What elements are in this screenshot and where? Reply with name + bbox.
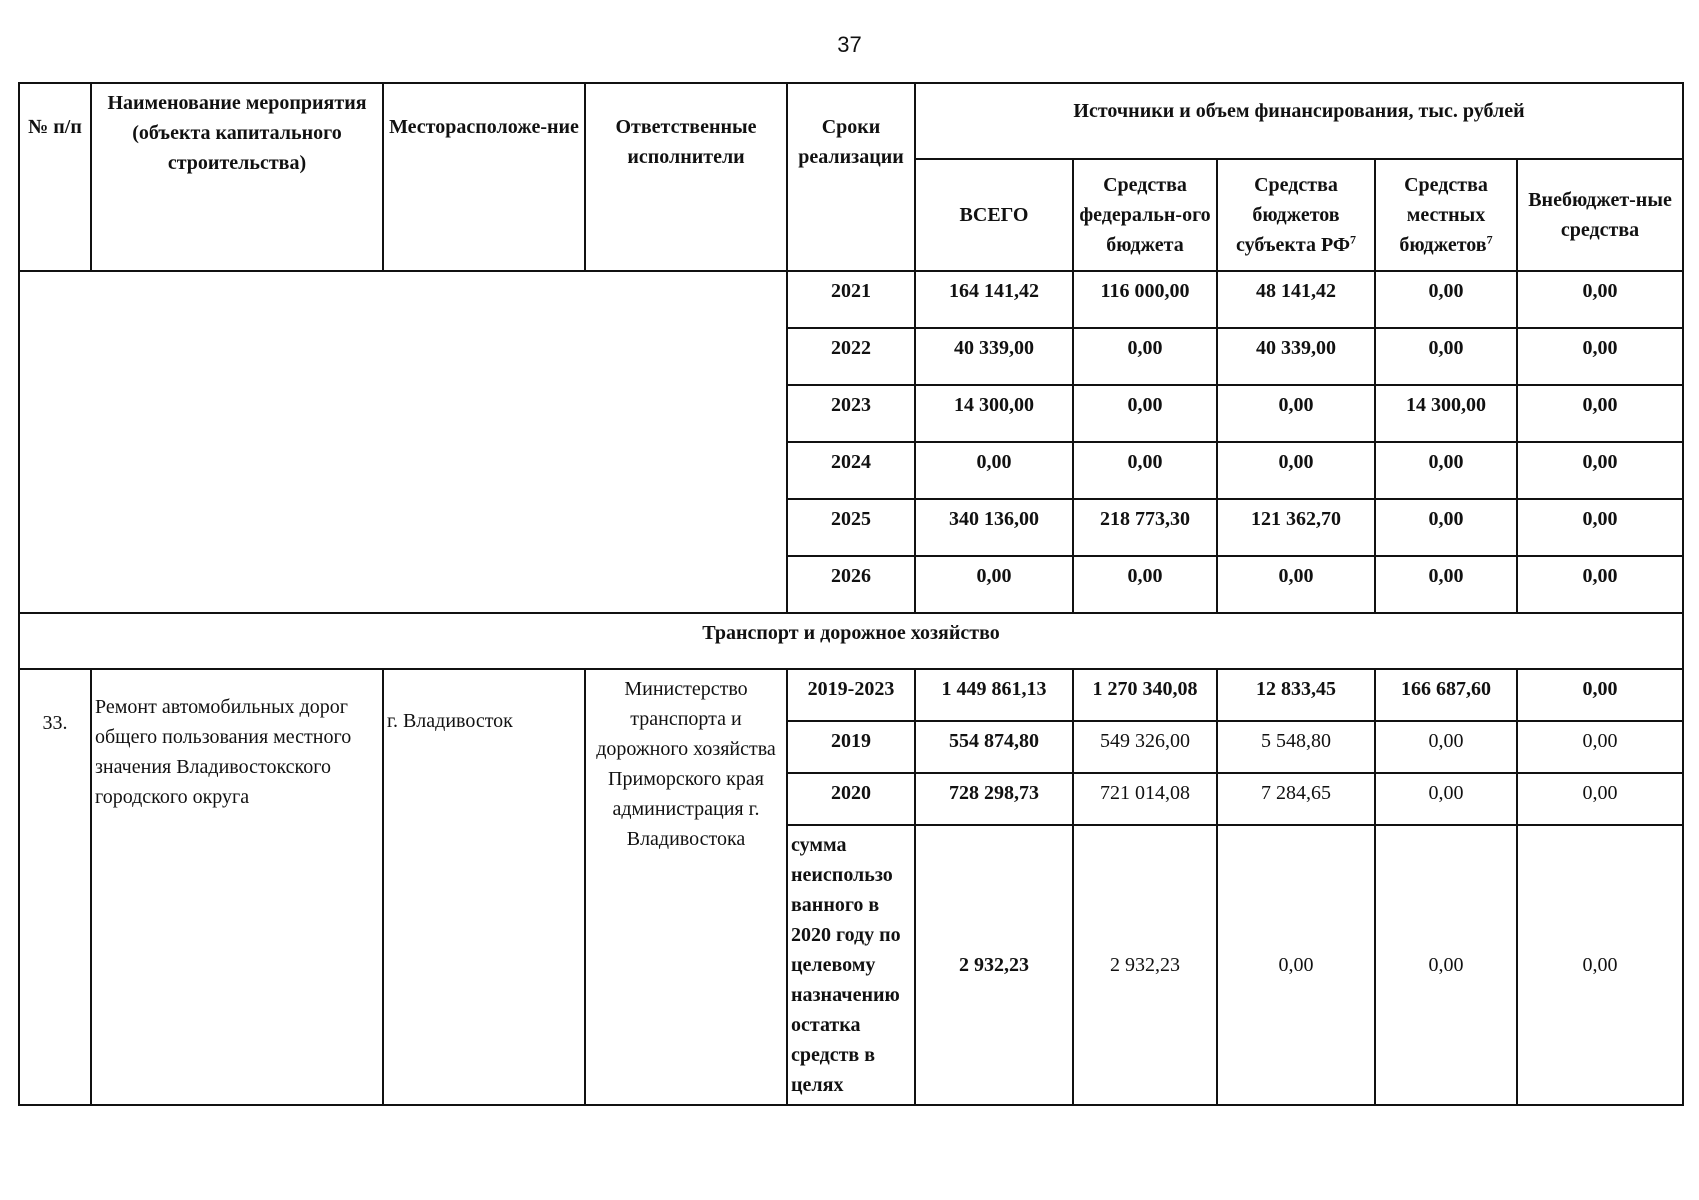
- federal-cell: 0,00: [1073, 328, 1217, 385]
- regional-cell: 7 284,65: [1217, 773, 1375, 825]
- extra-cell: 0,00: [1517, 499, 1683, 556]
- extra-cell: 0,00: [1517, 669, 1683, 721]
- total-cell: 0,00: [915, 442, 1073, 499]
- header-num: № п/п: [19, 83, 91, 271]
- federal-cell: 218 773,30: [1073, 499, 1217, 556]
- header-total: ВСЕГО: [915, 159, 1073, 271]
- year-cell: 2019: [787, 721, 915, 773]
- item-location: г. Владивосток: [383, 669, 585, 1105]
- extra-cell: 0,00: [1517, 442, 1683, 499]
- year-cell: 2022: [787, 328, 915, 385]
- extra-cell: 0,00: [1517, 271, 1683, 328]
- regional-cell: 48 141,42: [1217, 271, 1375, 328]
- header-extra: Внебюджет-ные средства: [1517, 159, 1683, 271]
- blank-cell: [19, 271, 787, 613]
- header-terms: Сроки реализации: [787, 83, 915, 271]
- local-cell: 0,00: [1375, 556, 1517, 613]
- item-name: Ремонт автомобильных дорог общего пользования местного значения Владивостокского городского округа: [91, 669, 383, 1105]
- total-cell: 340 136,00: [915, 499, 1073, 556]
- extra-cell: 0,00: [1517, 328, 1683, 385]
- header-regional-footnote: 7: [1350, 232, 1357, 247]
- note-year-cell: сумма неиспользо ванного в 2020 году по целевому назначению остатка средств в целях: [787, 825, 915, 1105]
- header-regional-text: Средства бюджетов субъекта РФ: [1235, 174, 1351, 256]
- item-num: 33.: [19, 669, 91, 1105]
- total-cell: 2 932,23: [915, 825, 1073, 1105]
- total-cell: 728 298,73: [915, 773, 1073, 825]
- federal-cell: 721 014,08: [1073, 773, 1217, 825]
- page-number: 37: [837, 32, 862, 57]
- federal-cell: 1 270 340,08: [1073, 669, 1217, 721]
- header-local-footnote: 7: [1486, 232, 1493, 247]
- federal-cell: 0,00: [1073, 442, 1217, 499]
- extra-cell: 0,00: [1517, 721, 1683, 773]
- extra-cell: 0,00: [1517, 556, 1683, 613]
- regional-cell: 5 548,80: [1217, 721, 1375, 773]
- local-cell: 0,00: [1375, 499, 1517, 556]
- total-cell: 40 339,00: [915, 328, 1073, 385]
- total-cell: 1 449 861,13: [915, 669, 1073, 721]
- header-name: Наименование мероприятия (объекта капитального строительства): [91, 83, 383, 271]
- year-cell: 2019-2023: [787, 669, 915, 721]
- extra-cell: 0,00: [1517, 773, 1683, 825]
- local-cell: 0,00: [1375, 271, 1517, 328]
- header-row-1: [19, 83, 1683, 159]
- regional-cell: 121 362,70: [1217, 499, 1375, 556]
- section-row: [19, 613, 1683, 669]
- regional-cell: 0,00: [1217, 385, 1375, 442]
- local-cell: 0,00: [1375, 442, 1517, 499]
- header-federal: Средства федеральн-ого бюджета: [1073, 159, 1217, 271]
- local-cell: 0,00: [1375, 825, 1517, 1105]
- year-cell: 2020: [787, 773, 915, 825]
- year-cell: 2023: [787, 385, 915, 442]
- header-location: Месторасположе-ние: [383, 83, 585, 271]
- local-cell: 166 687,60: [1375, 669, 1517, 721]
- header-local: [1375, 159, 1517, 271]
- header-local-text: Средства местных бюджетов: [1399, 174, 1488, 256]
- total-cell: 14 300,00: [915, 385, 1073, 442]
- local-cell: 0,00: [1375, 328, 1517, 385]
- header-sources: Источники и объем финансирования, тыс. рублей: [915, 83, 1683, 159]
- table-row: [19, 669, 1683, 721]
- federal-cell: 549 326,00: [1073, 721, 1217, 773]
- header-responsible: Ответственные исполнители: [585, 83, 787, 271]
- total-cell: 164 141,42: [915, 271, 1073, 328]
- federal-cell: 2 932,23: [1073, 825, 1217, 1105]
- federal-cell: 0,00: [1073, 556, 1217, 613]
- year-cell: 2021: [787, 271, 915, 328]
- header-regional: [1217, 159, 1375, 271]
- local-cell: 0,00: [1375, 773, 1517, 825]
- table-row: [19, 271, 1683, 328]
- year-cell: 2026: [787, 556, 915, 613]
- regional-cell: 12 833,45: [1217, 669, 1375, 721]
- local-cell: 0,00: [1375, 721, 1517, 773]
- item-responsible: Министерство транспорта и дорожного хозяйства Приморского края администрация г. Владивостока: [585, 669, 787, 1105]
- total-cell: 0,00: [915, 556, 1073, 613]
- extra-cell: 0,00: [1517, 825, 1683, 1105]
- year-cell: 2025: [787, 499, 915, 556]
- section-title: Транспорт и дорожное хозяйство: [19, 613, 1683, 669]
- total-cell: 554 874,80: [915, 721, 1073, 773]
- federal-cell: 116 000,00: [1073, 271, 1217, 328]
- local-cell: 14 300,00: [1375, 385, 1517, 442]
- regional-cell: 0,00: [1217, 442, 1375, 499]
- regional-cell: 0,00: [1217, 556, 1375, 613]
- financing-table: [18, 82, 1684, 1106]
- year-cell: 2024: [787, 442, 915, 499]
- federal-cell: 0,00: [1073, 385, 1217, 442]
- regional-cell: 0,00: [1217, 825, 1375, 1105]
- regional-cell: 40 339,00: [1217, 328, 1375, 385]
- extra-cell: 0,00: [1517, 385, 1683, 442]
